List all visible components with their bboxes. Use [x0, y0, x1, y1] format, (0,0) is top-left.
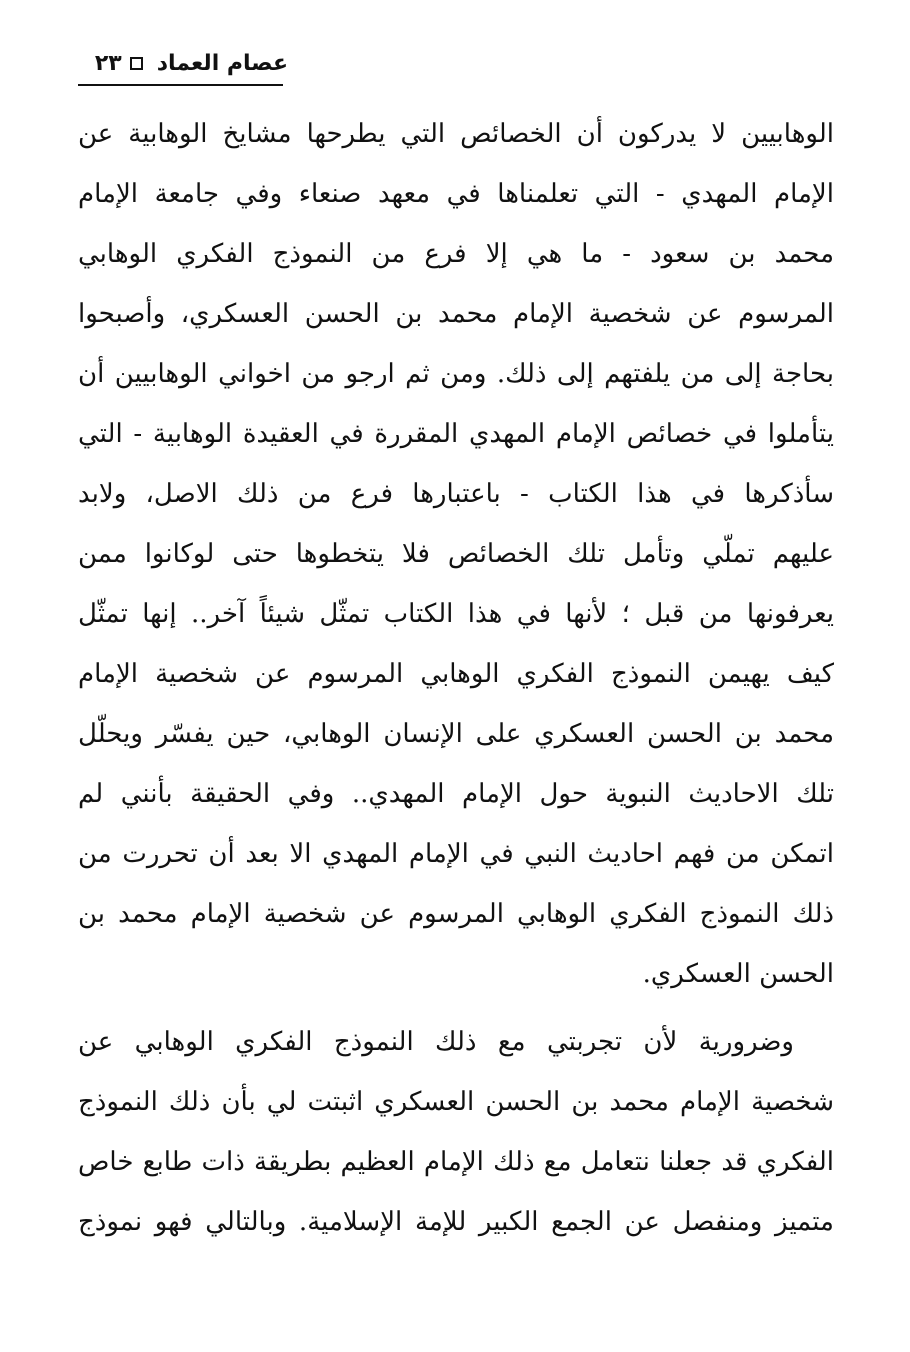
page-number: ٢٣ [94, 50, 122, 76]
paragraph-2 [78, 1012, 834, 1252]
header-rule [78, 84, 283, 86]
text-line: سأذكرها في هذا الكتاب - باعتبارها فرع من ذلك الاصل، ولابد [78, 479, 834, 509]
text-line: ذلك النموذج الفكري الوهابي المرسوم عن شخصية الإمام محمد بن [78, 899, 834, 929]
text-line: المرسوم عن شخصية الإمام محمد بن الحسن العسكري، وأصبحوا [78, 299, 834, 329]
text-line: محمد بن الحسن العسكري على الإنسان الوهابي، حين يفسّر ويحلّل [78, 719, 834, 749]
text-line: يتأملوا في خصائص الإمام المهدي المقررة في العقيدة الوهابية - التي [78, 419, 834, 449]
text-line: الوهابيين لا يدركون أن الخصائص التي يطرحها مشايخ الوهابية عن [78, 119, 834, 149]
body-text [78, 104, 834, 1252]
paragraph-1 [78, 104, 834, 1004]
text-line: عليهم تملّي وتأمل تلك الخصائص فلا يتخطوها حتى لوكانوا ممن [78, 539, 834, 569]
text-line: بحاجة إلى من يلفتهم إلى ذلك. ومن ثم ارجو من اخواني الوهابيين أن [78, 359, 834, 389]
book-page [78, 38, 834, 1328]
text-line: الفكري قد جعلنا نتعامل مع ذلك الإمام العظيم بطريقة ذات طابع خاص [78, 1147, 834, 1177]
square-separator-icon [130, 57, 143, 70]
text-line: يعرفونها من قبل ؛ لأنها في هذا الكتاب تمثّل شيئاً آخر.. إنها تمثّل [78, 599, 834, 629]
paragraph-gap [78, 1004, 834, 1012]
text-line: وضرورية لأن تجربتي مع ذلك النموذج الفكري الوهابي عن [78, 1027, 794, 1057]
text-line: الحسن العسكري. [642, 959, 834, 989]
text-line: متميز ومنفصل عن الجمع الكبير للإمة الإسلامية. وبالتالي فهو نموذج [78, 1207, 834, 1237]
text-line: كيف يهيمن النموذج الفكري الوهابي المرسوم عن شخصية الإمام [78, 659, 834, 689]
running-header [78, 46, 288, 80]
text-line: اتمكن من فهم احاديث النبي في الإمام المهدي الا بعد أن تحررت من [78, 839, 834, 869]
text-line: الإمام المهدي - التي تعلمناها في معهد صنعاء وفي جامعة الإمام [78, 179, 834, 209]
header-title: عصام العماد [156, 50, 288, 76]
text-line: تلك الاحاديث النبوية حول الإمام المهدي.. وفي الحقيقة بأنني لم [78, 779, 834, 809]
text-line: شخصية الإمام محمد بن الحسن العسكري اثبتت لي بأن ذلك النموذج [78, 1087, 834, 1117]
text-line: محمد بن سعود - ما هي إلا فرع من النموذج الفكري الوهابي [78, 239, 834, 269]
